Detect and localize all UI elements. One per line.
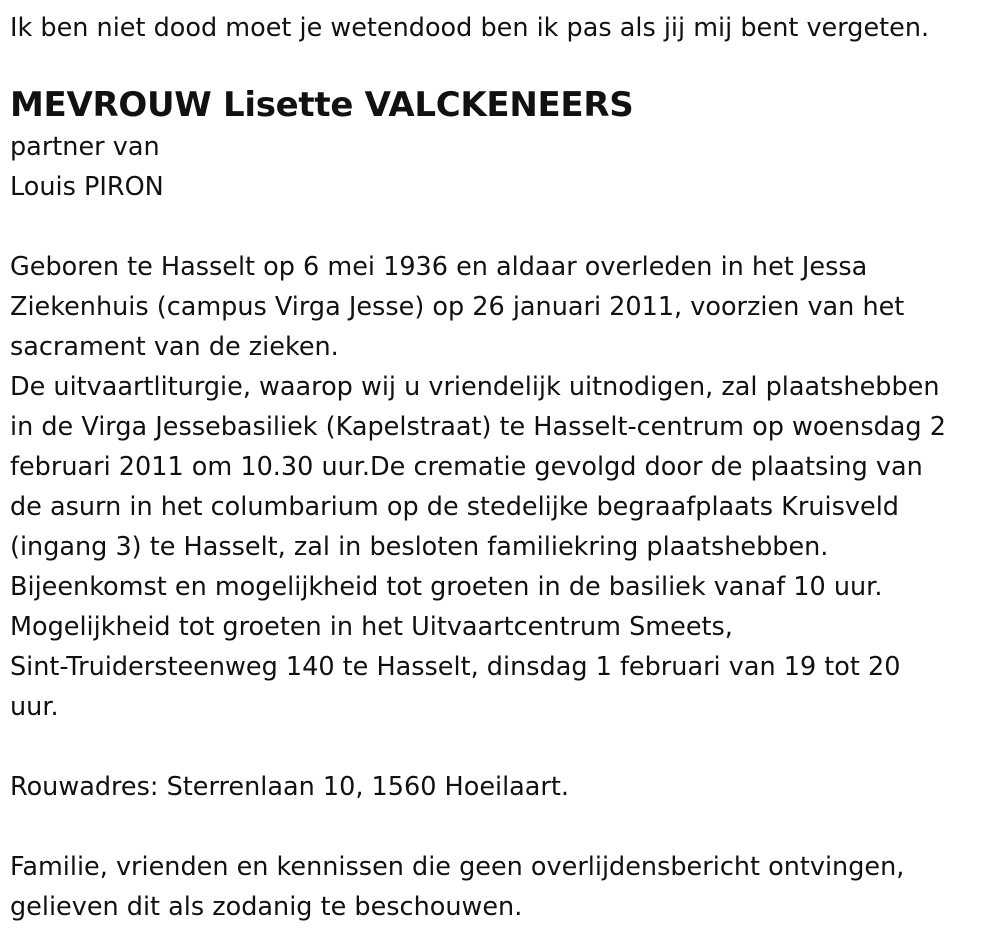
body-line: Ziekenhuis (campus Virga Jesse) op 26 januari 2011, voorzien van het (10, 292, 905, 322)
spacer (10, 48, 990, 83)
closing-note (10, 847, 990, 927)
spacer (10, 207, 990, 247)
body-line: sacrament van de zieken. (10, 332, 339, 362)
body-line: Mogelijkheid tot groeten in het Uitvaartcentrum Smeets, (10, 612, 733, 642)
deceased-name: MEVROUW Lisette VALCKENEERS (10, 85, 634, 125)
partner-name: Louis PIRON (10, 172, 164, 202)
body-line: Bijeenkomst en mogelijkheid tot groeten in de basiliek vanaf 10 uur. (10, 572, 883, 602)
spacer (10, 807, 990, 847)
body-line: De uitvaartliturgie, waarop wij u vriendelijk uitnodigen, zal plaatshebben (10, 372, 940, 402)
body-line: Geboren te Hasselt op 6 mei 1936 en aldaar overleden in het Jessa (10, 252, 868, 282)
body-line: Sint-Truidersteenweg 140 te Hasselt, dinsdag 1 februari van 19 tot 20 (10, 652, 901, 682)
closing-line: Familie, vrienden en kennissen die geen overlijdensbericht ontvingen, (10, 852, 905, 882)
body-line: (ingang 3) te Hasselt, zal in besloten familiekring plaatshebben. (10, 532, 829, 562)
spacer (10, 727, 990, 767)
body-line: in de Virga Jessebasiliek (Kapelstraat) te Hasselt-centrum op woensdag 2 (10, 412, 946, 442)
relation-label: partner van (10, 132, 160, 162)
closing-line: gelieven dit als zodanig te beschouwen. (10, 892, 523, 922)
motto-text: Ik ben niet dood moet je wetendood ben ik pas als jij mij bent vergeten. (10, 13, 930, 43)
body-line: de asurn in het columbarium op de stedelijke begraafplaats Kruisveld (10, 492, 899, 522)
body-line: uur. (10, 692, 59, 722)
notice-body (10, 247, 990, 727)
mourning-address: Rouwadres: Sterrenlaan 10, 1560 Hoeilaart. (10, 772, 570, 802)
body-line: februari 2011 om 10.30 uur.De crematie gevolgd door de plaatsing van (10, 452, 923, 482)
